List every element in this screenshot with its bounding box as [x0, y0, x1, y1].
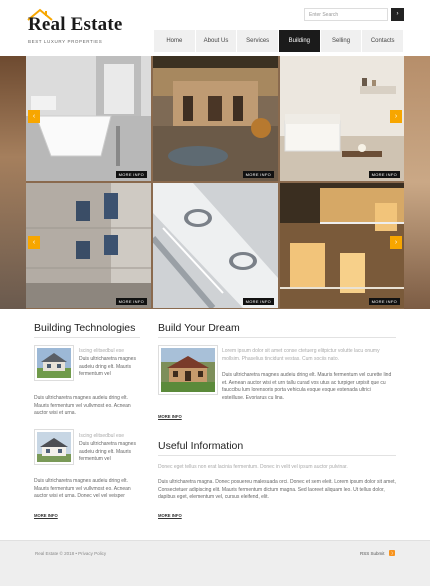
- building-tech-item-1-lead: Iscing elitsedbul ese: [79, 348, 125, 354]
- nav-item-contacts[interactable]: Contacts: [362, 30, 404, 52]
- build-dream-more-link[interactable]: MORE INFO: [158, 414, 182, 419]
- useful-info-body: Duis ultricharetra magna. Donec posuereu malesuada orci. Donec et sem eleit. Lorem ipsum dolor sit amet, Consectetuer adipiscing elit. Mauris fermentum dictum magna. Sed laoreet aliquam leo. Ut tellus dolor, dapibus eget, elementum vel, cursus eleifend, elit.: [158, 479, 396, 501]
- more-info-button[interactable]: MORE INFO: [369, 298, 400, 305]
- gallery-prev-button[interactable]: [28, 110, 40, 123]
- chevron-left-icon: ‹: [32, 239, 36, 246]
- bathroom-image: [26, 56, 151, 181]
- search-button[interactable]: [391, 8, 404, 21]
- footer-copyright: Real Estate © 2018 • Privacy Policy: [35, 551, 107, 556]
- search-input[interactable]: Enter Search: [304, 8, 388, 21]
- evening-house-image: [280, 183, 404, 308]
- building-tech-item-2-text: Duis ultricharetra magnes audeiu dring elt. Mauris fermentum vel: [79, 441, 136, 463]
- useful-info-lead: Donec eget tellus non erat lacinia fermentum. Donec in velit vel ipsum auctor pulvinar.: [158, 464, 348, 470]
- gallery-edge-left: [0, 56, 26, 309]
- gallery-tile-bathroom[interactable]: [26, 56, 151, 181]
- nav-item-about-us[interactable]: About Us: [196, 30, 238, 52]
- logo-title: Real Estate: [28, 14, 123, 35]
- nav-item-services[interactable]: Services: [237, 30, 279, 52]
- main-nav: [154, 30, 404, 52]
- house-image: [37, 348, 71, 378]
- nav-item-selling[interactable]: Selling: [321, 30, 363, 52]
- site-header: [0, 0, 430, 58]
- building-tech-item-2-lead: Iscing elitsedbul ese: [79, 433, 125, 439]
- useful-info-heading: Useful Information: [158, 440, 244, 452]
- building-tech-item-1-text: Duis ultricharetra magnes audeiu dring elt. Mauris fermentum vel: [79, 356, 136, 378]
- gallery-tile-courtyard[interactable]: [153, 56, 278, 181]
- nav-item-home[interactable]: Home: [154, 30, 196, 52]
- more-info-button[interactable]: MORE INFO: [116, 171, 147, 178]
- mansion-image: [161, 348, 215, 392]
- divider: [34, 337, 140, 338]
- rss-icon[interactable]: ): [389, 550, 395, 556]
- gallery-edge-right: [404, 56, 430, 309]
- facade-image: [26, 183, 151, 308]
- more-info-button[interactable]: MORE INFO: [243, 298, 274, 305]
- build-dream-body: Duis ultricharetra magnes audeiu dring elt. Mauris fermentum vel curette lind et. Aenean auctor wisi et urn tallu curad vos utus ac turpiger urpisit que cu fauccibu lum lorensoris porta vehicula esque esque estenada ultrici esteilluse. Evoriarus cu lina.: [222, 372, 392, 401]
- building-tech-item-1-body: Duis ultricharetra magnes audeiu dring elt. Mauris fermentum vel vullvmost eo. Acnean auctor wisi et urna.: [34, 395, 131, 417]
- gallery-next-button[interactable]: [390, 236, 402, 249]
- arrow-right-icon: ›: [396, 11, 399, 17]
- nav-item-building[interactable]: Building: [279, 30, 321, 52]
- house-thumbnail[interactable]: [34, 429, 74, 465]
- divider: [158, 455, 396, 456]
- building-tech-more-link[interactable]: MORE INFO: [34, 513, 58, 518]
- gallery-tile-evening-house[interactable]: [280, 183, 404, 308]
- balconies-image: [153, 183, 278, 308]
- divider: [158, 337, 396, 338]
- more-info-button[interactable]: MORE INFO: [369, 171, 400, 178]
- building-tech-heading: Building Technologies: [34, 322, 136, 334]
- build-dream-lead: Lorem ipsum dolor sit amet conse ctetuerg elitpictur volutte lacu onumy mollsim. Phaselius tincidunt vestas. Cum sociis nato.: [222, 348, 380, 362]
- gallery-prev-button[interactable]: [28, 236, 40, 249]
- house-image: [37, 432, 71, 462]
- logo-tagline: BEST LUXURY PROPERTIES: [28, 39, 103, 44]
- gallery-tile-living-room[interactable]: [280, 56, 404, 181]
- site-footer: [0, 540, 430, 586]
- gallery-tile-facade[interactable]: [26, 183, 151, 308]
- more-info-button[interactable]: MORE INFO: [116, 298, 147, 305]
- chevron-right-icon: ›: [394, 113, 398, 120]
- build-dream-heading: Build Your Dream: [158, 322, 240, 334]
- house-thumbnail[interactable]: [34, 345, 74, 381]
- courtyard-image: [153, 56, 278, 181]
- chevron-right-icon: ›: [394, 239, 398, 246]
- mansion-thumbnail[interactable]: [158, 345, 218, 395]
- photo-gallery: [0, 56, 430, 309]
- logo[interactable]: [26, 8, 136, 48]
- gallery-next-button[interactable]: [390, 110, 402, 123]
- gallery-tile-balconies[interactable]: [153, 183, 278, 308]
- chevron-left-icon: ‹: [32, 113, 36, 120]
- rss-submit-link[interactable]: RSS Submit: [360, 551, 385, 556]
- living-room-image: [280, 56, 404, 181]
- useful-info-more-link[interactable]: MORE INFO: [158, 513, 182, 518]
- building-tech-item-2-body: Duis ultricharetra magnes audeiu dring elt. Mauris fermentum vel vullvmost eo. Acnean auctor wisi et urna. Donec vel vel veisper: [34, 478, 131, 500]
- more-info-button[interactable]: MORE INFO: [243, 171, 274, 178]
